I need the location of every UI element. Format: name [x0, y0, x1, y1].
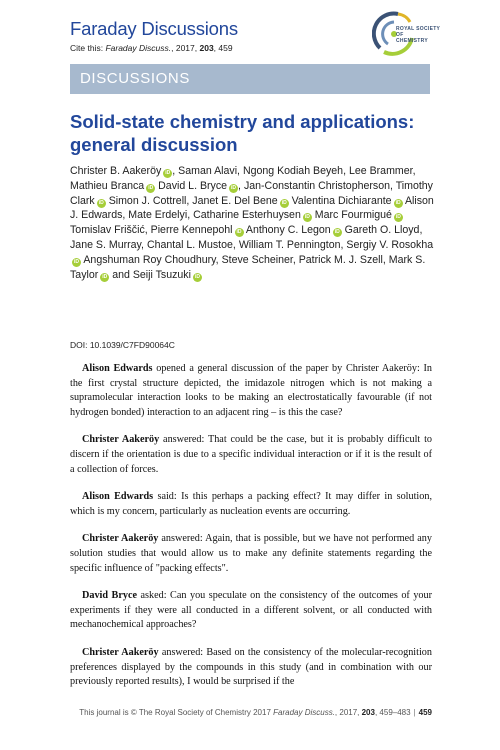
author-separator: ,: [237, 165, 243, 177]
author-name[interactable]: Tomislav Friščić: [70, 224, 145, 237]
discussion-paragraph: [70, 433, 432, 477]
discussion-body: [70, 362, 432, 703]
author-name[interactable]: Pierre Kennepohl: [150, 224, 233, 237]
author-name[interactable]: Valentina Dichiarante: [291, 194, 392, 207]
discussion-paragraph: [70, 589, 432, 633]
journal-title[interactable]: Faraday Discussions: [70, 18, 238, 39]
author-separator: ,: [187, 209, 194, 222]
author-name[interactable]: Saman Alavi: [178, 165, 238, 177]
paragraph-text: opened a general discussion of the paper by Christer Aakeröy: In the first crystal structure depicted, the imidazole nitrogen which is not making a supramolecular interaction looks to be making an electrostatically favourable (if not hydrogen bonded) interaction to an adjacent ring – is this the case?: [70, 363, 432, 418]
author-name[interactable]: Angshuman Roy Choudhury: [83, 253, 216, 266]
speaker-name: Christer Aakeröy: [82, 533, 159, 545]
orcid-icon[interactable]: iD: [148, 184, 154, 191]
author-name[interactable]: Alison J. Edwards: [70, 194, 434, 222]
author-separator: ,: [215, 253, 222, 266]
discussion-paragraph: [70, 362, 432, 420]
author-name[interactable]: Simon J. Cottrell: [108, 194, 187, 207]
discussion-paragraph: [70, 532, 432, 576]
paragraph-text: answered: Based on the consistency of the molecular-recognition preferences displayed by the compounds in this study (and in combination with our previously reported results), I would be surprised if the: [70, 646, 432, 688]
speaker-name: David Bryce: [82, 590, 138, 602]
orcid-icon[interactable]: iD: [74, 258, 79, 265]
author-name[interactable]: Steve Scheiner: [221, 253, 293, 266]
section-label: DISCUSSIONS: [80, 70, 190, 87]
author-name[interactable]: Chantal L. Mustoe: [146, 238, 233, 251]
author-separator: ,: [172, 165, 179, 177]
orcid-icon[interactable]: iD: [395, 214, 401, 221]
author-name[interactable]: Mathieu Branca: [70, 179, 145, 192]
cite-page: , 459: [213, 43, 233, 53]
paragraph-text: answered: That could be the case, but it is probably difficult to discern if the orientation is due to a specific individual interaction or if it is the result of a collection of forces.: [70, 434, 432, 475]
author-name[interactable]: Jane S. Murray: [70, 238, 142, 251]
speaker-name: Christer Aakeröy: [82, 434, 160, 446]
author-name[interactable]: Jan-Constantin Christopherson: [243, 179, 390, 192]
speaker-name: Alison Edwards: [82, 491, 154, 503]
orcid-icon[interactable]: iD: [304, 214, 310, 221]
orcid-icon[interactable]: iD: [165, 170, 171, 176]
author-separator: ,: [144, 224, 151, 237]
author-name[interactable]: Anthony C. Legon: [245, 224, 331, 237]
author-name[interactable]: Lee Brammer: [348, 165, 413, 177]
page-number: 459: [418, 708, 432, 717]
orcid-icon[interactable]: iD: [194, 273, 200, 280]
speaker-name: Alison Edwards: [82, 363, 153, 374]
author-separator: ,: [186, 194, 193, 207]
author-name[interactable]: Janet E. Del Bene: [192, 194, 278, 207]
author-list: [70, 164, 435, 282]
discussion-paragraph: [70, 490, 432, 519]
page-footer: This journal is © The Royal Society of Chemistry 2017 Faraday Discuss., 2017, 203, 459–483 | 459: [79, 708, 432, 717]
author-name[interactable]: Christer B. Aakeröy: [70, 165, 162, 177]
section-banner: [70, 64, 430, 94]
author-name[interactable]: and Seiji Tsuzuki: [112, 268, 191, 281]
author-separator: ,: [238, 179, 244, 192]
author-separator: ,: [232, 238, 239, 251]
article-title: Solid-state chemistry and applications: general discussion: [70, 111, 415, 155]
paragraph-text: answered: Again, that is possible, but we have not performed any solution studies that would allow us to make any definite statements regarding the specific influence of "packing effects".: [70, 533, 432, 574]
author-name[interactable]: William T. Pennington: [238, 238, 341, 251]
author-name[interactable]: Catharine Esterhuysen: [193, 209, 301, 222]
author-separator: ,: [292, 253, 299, 266]
author-separator: ,: [343, 165, 349, 177]
speaker-name: Christer Aakeröy: [82, 646, 159, 658]
orcid-icon[interactable]: iD: [102, 273, 108, 280]
author-name[interactable]: David L. Bryce: [158, 179, 228, 192]
author-separator: ,: [122, 209, 129, 222]
author-separator: ,: [382, 253, 389, 266]
author-separator: ,: [340, 238, 347, 251]
author-name[interactable]: Gareth O. Lloyd: [344, 224, 420, 237]
orcid-icon[interactable]: iD: [281, 199, 287, 206]
orcid-icon[interactable]: iD: [231, 184, 237, 191]
rsc-logo-text: ROYAL SOCIETY OF CHEMISTRY: [396, 26, 441, 44]
author-name[interactable]: Ngong Kodiah Beyeh: [242, 165, 344, 177]
author-separator: ,: [419, 224, 423, 237]
author-name[interactable]: Timothy Clark: [70, 179, 433, 207]
author-name[interactable]: Mark S. Taylor: [70, 253, 426, 281]
discussion-paragraph: [70, 646, 432, 690]
citation-line: [70, 43, 233, 53]
cite-volume: 203: [199, 43, 214, 53]
cite-journal: Faraday Discuss.: [105, 43, 172, 53]
author-name[interactable]: Marc Fourmigué: [314, 209, 392, 222]
orcid-icon[interactable]: iD: [98, 199, 104, 206]
author-separator: ,: [141, 238, 147, 251]
orcid-icon[interactable]: iD: [236, 229, 242, 236]
author-separator: ,: [389, 179, 396, 192]
author-name[interactable]: Mate Erdelyi: [128, 209, 188, 222]
orcid-icon[interactable]: iD: [334, 229, 340, 236]
cite-year: , 2017,: [171, 43, 200, 53]
author-name[interactable]: Patrick M. J. Szell: [298, 253, 383, 266]
author-name[interactable]: Sergiy V. Rosokha: [346, 238, 434, 251]
paragraph-text: said: Is this perhaps a packing effect? It may differ in solution, which is my concern, particularly as nucleation events are occurring.: [70, 491, 432, 517]
paragraph-text: asked: Can you speculate on the consistency of the outcomes of your experiments if they were all conducted in a different solvent, or all conducted with mechanochemical approaches?: [70, 590, 433, 631]
orcid-icon[interactable]: iD: [395, 199, 401, 206]
cite-label: Cite this:: [70, 43, 104, 53]
doi[interactable]: DOI: 10.1039/C7FD90064C: [70, 340, 175, 350]
author-separator: ,: [412, 165, 416, 177]
